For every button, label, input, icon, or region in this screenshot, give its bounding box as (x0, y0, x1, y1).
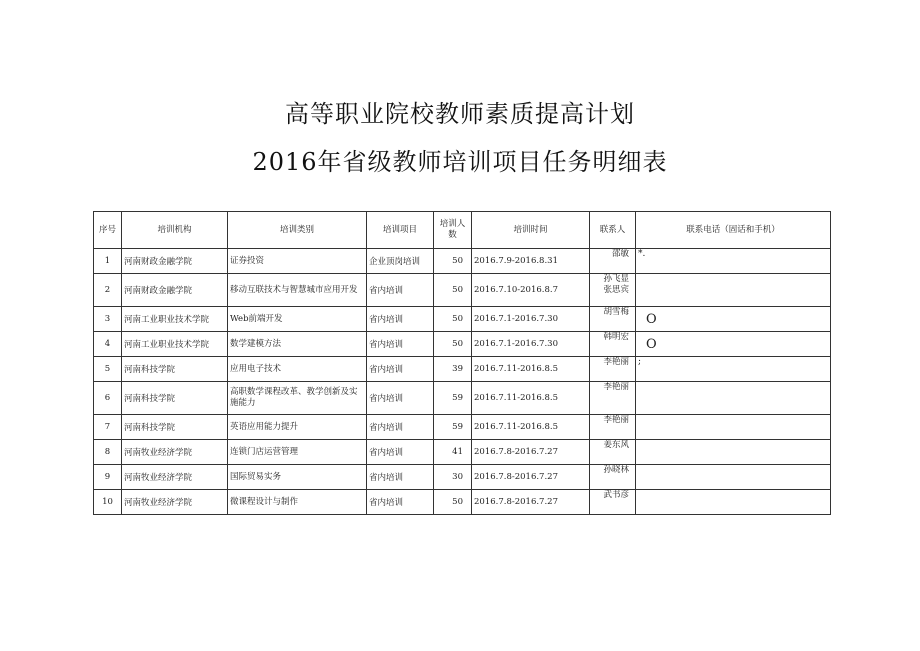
row-category: 英语应用能力提升 (228, 415, 367, 440)
row-project: 省内培训 (367, 357, 434, 382)
row-count: 50 (434, 332, 472, 357)
row-index: 2 (94, 274, 122, 307)
row-org: 河南牧业经济学院 (122, 465, 228, 490)
row-phone: O (636, 307, 831, 332)
row-count: 50 (434, 249, 472, 274)
row-count: 50 (434, 307, 472, 332)
training-task-table (93, 211, 831, 515)
row-project: 省内培训 (367, 382, 434, 415)
header-time: 培训时间 (472, 212, 590, 249)
row-contact: 姜东风 (590, 440, 636, 465)
row-count: 59 (434, 382, 472, 415)
row-contact: 邵敏 (590, 249, 636, 274)
row-project: 省内培训 (367, 415, 434, 440)
row-index: 1 (94, 249, 122, 274)
row-phone (636, 382, 831, 415)
row-category: Web前端开发 (228, 307, 367, 332)
row-index: 10 (94, 490, 122, 515)
row-project: 省内培训 (367, 440, 434, 465)
header-phone: 联系电话（固话和手机） (636, 212, 831, 249)
row-category: 高职数学课程改革、教学创新及实施能力 (228, 382, 367, 415)
row-contact: 李艳丽 (590, 357, 636, 382)
row-index: 5 (94, 357, 122, 382)
row-count: 50 (434, 274, 472, 307)
row-category: 应用电子技术 (228, 357, 367, 382)
row-time: 2016.7.8-2016.7.27 (472, 440, 590, 465)
document-title: 高等职业院校教师素质提高计划 (285, 100, 635, 128)
table-row (94, 465, 831, 490)
row-time: 2016.7.8-2016.7.27 (472, 490, 590, 515)
row-phone (636, 274, 831, 307)
row-project: 省内培训 (367, 274, 434, 307)
row-org: 河南财政金融学院 (122, 249, 228, 274)
header-index: 序号 (94, 212, 122, 249)
row-contact: 李艳丽 (590, 415, 636, 440)
header-category: 培训类别 (228, 212, 367, 249)
header-org: 培训机构 (122, 212, 228, 249)
row-time: 2016.7.1-2016.7.30 (472, 332, 590, 357)
row-index: 9 (94, 465, 122, 490)
row-project: 省内培训 (367, 465, 434, 490)
row-project: 省内培训 (367, 332, 434, 357)
row-phone (636, 490, 831, 515)
row-time: 2016.7.11-2016.8.5 (472, 415, 590, 440)
table-row (94, 307, 831, 332)
header-count: 培训人数 (434, 212, 472, 249)
row-time: 2016.7.10-2016.8.7 (472, 274, 590, 307)
row-category: 微课程设计与制作 (228, 490, 367, 515)
row-org: 河南牧业经济学院 (122, 440, 228, 465)
row-time: 2016.7.11-2016.8.5 (472, 382, 590, 415)
table-row (94, 332, 831, 357)
subtitle-text: 年省级教师培训项目任务明细表 (317, 148, 668, 176)
row-category: 数学建模方法 (228, 332, 367, 357)
row-count: 41 (434, 440, 472, 465)
table-row (94, 249, 831, 274)
row-phone: O (636, 332, 831, 357)
table-header-row (94, 212, 831, 249)
row-count: 59 (434, 415, 472, 440)
row-contact: 孙飞显 张思宾 (590, 274, 636, 307)
row-index: 3 (94, 307, 122, 332)
row-phone: ; (636, 357, 831, 382)
row-time: 2016.7.11-2016.8.5 (472, 357, 590, 382)
row-phone (636, 465, 831, 490)
row-time: 2016.7.1-2016.7.30 (472, 307, 590, 332)
row-phone (636, 440, 831, 465)
row-contact: 孙晓林 (590, 465, 636, 490)
table-row (94, 382, 831, 415)
row-phone (636, 415, 831, 440)
header-project: 培训项目 (367, 212, 434, 249)
row-phone: *. (636, 249, 831, 274)
row-project: 省内培训 (367, 490, 434, 515)
row-org: 河南工业职业技术学院 (122, 307, 228, 332)
table-row (94, 274, 831, 307)
row-org: 河南财政金融学院 (122, 274, 228, 307)
row-index: 7 (94, 415, 122, 440)
table-row (94, 440, 831, 465)
row-contact: 武书彦 (590, 490, 636, 515)
row-index: 8 (94, 440, 122, 465)
row-category: 移动互联技术与智慧城市应用开发 (228, 274, 367, 307)
row-category: 证券投资 (228, 249, 367, 274)
row-org: 河南科技学院 (122, 415, 228, 440)
row-category: 国际贸易实务 (228, 465, 367, 490)
row-time: 2016.7.9-2016.8.31 (472, 249, 590, 274)
table-row (94, 415, 831, 440)
row-project: 企业顶岗培训 (367, 249, 434, 274)
header-contact: 联系人 (590, 212, 636, 249)
row-contact: 韩明宏 (590, 332, 636, 357)
row-org: 河南科技学院 (122, 357, 228, 382)
row-category: 连锁门店运营管理 (228, 440, 367, 465)
table-row (94, 490, 831, 515)
row-index: 4 (94, 332, 122, 357)
row-index: 6 (94, 382, 122, 415)
row-count: 50 (434, 490, 472, 515)
row-count: 30 (434, 465, 472, 490)
row-project: 省内培训 (367, 307, 434, 332)
row-time: 2016.7.8-2016.7.27 (472, 465, 590, 490)
document-subtitle (0, 142, 920, 177)
subtitle-year: 2016 (252, 148, 318, 176)
row-contact: 胡雪梅 (590, 307, 636, 332)
row-org: 河南工业职业技术学院 (122, 332, 228, 357)
row-count: 39 (434, 357, 472, 382)
row-org: 河南牧业经济学院 (122, 490, 228, 515)
table-row (94, 357, 831, 382)
row-org: 河南科技学院 (122, 382, 228, 415)
row-contact: 李艳丽 (590, 382, 636, 415)
